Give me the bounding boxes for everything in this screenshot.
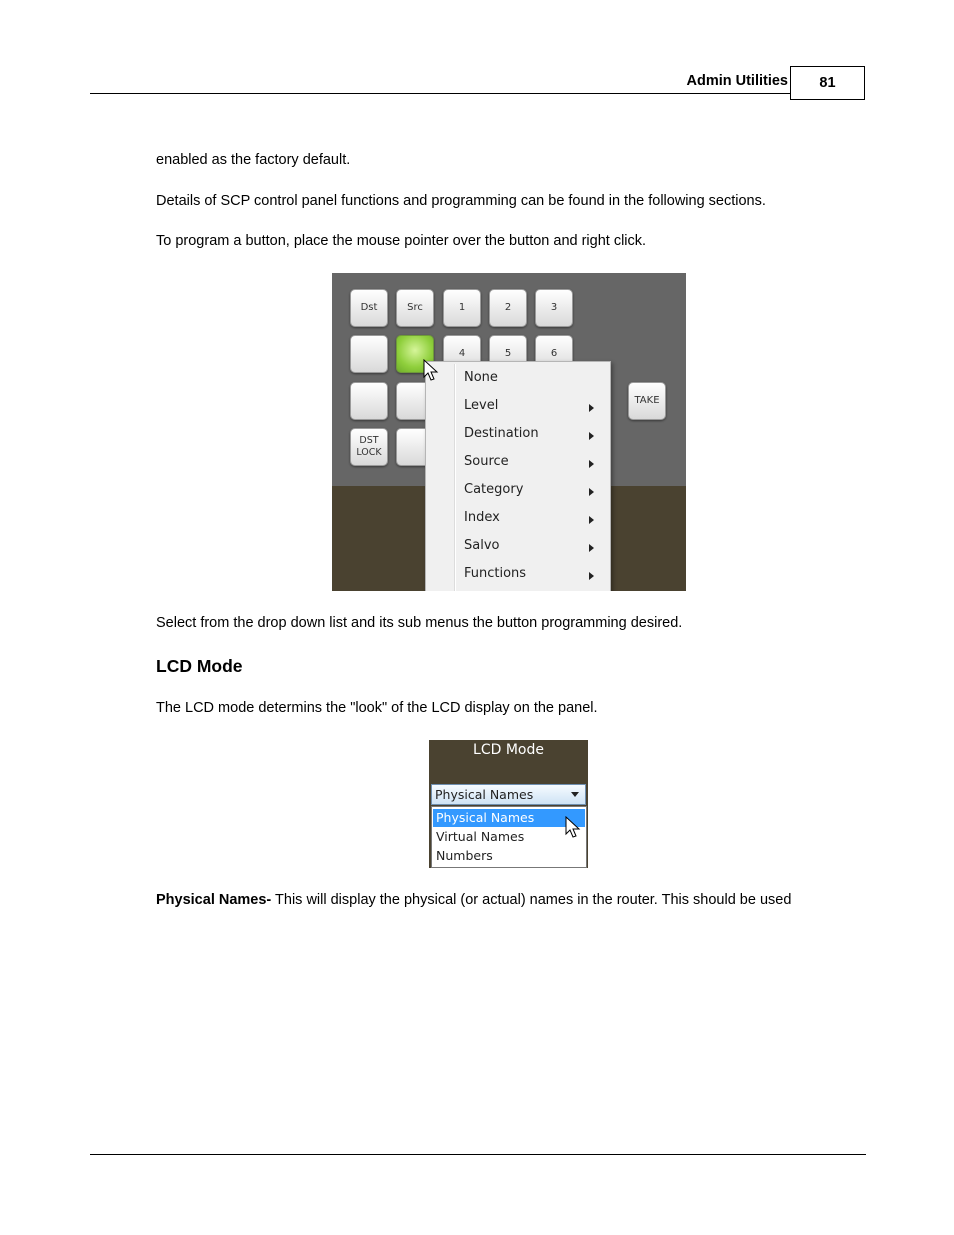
- menu-item-functions: Functions: [464, 566, 527, 581]
- submenu-arrow-icon: [589, 460, 594, 468]
- lcd-mode-combobox: [431, 784, 586, 805]
- menu-item-salvo: Salvo: [464, 538, 500, 553]
- dst-key: Dst: [350, 289, 388, 327]
- key-6: 6: [535, 335, 573, 373]
- key-2: 2: [489, 289, 527, 327]
- submenu-arrow-icon: [589, 544, 594, 552]
- footer-rule: [90, 1154, 866, 1155]
- dst-lock-line2: LOCK: [356, 447, 382, 458]
- dst-lock-line1: DST: [359, 435, 379, 446]
- section-heading-lcd-mode: LCD Mode: [156, 656, 243, 676]
- paragraph-details: Details of SCP control panel functions and programming can be found in the following sections.: [156, 193, 766, 209]
- lcd-mode-screenshot: [429, 740, 588, 868]
- dst-lock-key: [350, 428, 388, 466]
- submenu-arrow-icon: [589, 432, 594, 440]
- combobox-value: Physical Names: [435, 787, 534, 802]
- take-key: TAKE: [628, 382, 666, 420]
- menu-item-index: Index: [464, 510, 500, 525]
- paragraph-lcd-mode: The LCD mode determins the "look" of the LCD display on the panel.: [156, 700, 598, 716]
- option-physical-names: Physical Names: [433, 809, 585, 827]
- lcd-mode-title: LCD Mode: [473, 742, 544, 758]
- running-header-title: Admin Utilities: [686, 73, 788, 89]
- blank-key: [350, 335, 388, 373]
- submenu-arrow-icon: [589, 404, 594, 412]
- lcd-mode-dropdown-list: [431, 806, 587, 868]
- option-virtual-names: Virtual Names: [436, 829, 525, 844]
- paragraph-select-dropdown: Select from the drop down list and its sub menus the button programming desired.: [156, 615, 683, 631]
- submenu-arrow-icon: [589, 572, 594, 580]
- src-key: Src: [396, 289, 434, 327]
- key-5: 5: [489, 335, 527, 373]
- page-number: 81: [790, 66, 865, 100]
- paragraph-factory-default: enabled as the factory default.: [156, 152, 351, 168]
- paragraph-program-button: To program a button, place the mouse pointer over the button and right click.: [156, 233, 647, 249]
- menu-item-none: None: [464, 370, 498, 385]
- dropdown-caret-icon: [571, 792, 579, 797]
- context-menu-gutter: [454, 364, 456, 591]
- menu-item-level: Level: [464, 398, 499, 413]
- submenu-arrow-icon: [589, 516, 594, 524]
- submenu-arrow-icon: [589, 488, 594, 496]
- menu-item-destination: Destination: [464, 426, 539, 441]
- key-1: 1: [443, 289, 481, 327]
- mouse-pointer-icon: [565, 816, 581, 840]
- header-rule: [90, 93, 790, 94]
- menu-item-category: Category: [464, 482, 524, 497]
- paragraph-physical-names: [156, 891, 791, 909]
- option-numbers: Numbers: [436, 848, 493, 863]
- mouse-pointer-icon: [423, 359, 439, 383]
- key-3: 3: [535, 289, 573, 327]
- key-4: 4: [443, 335, 481, 373]
- context-menu: [425, 361, 611, 591]
- scp-panel-screenshot: [332, 273, 686, 591]
- blank-key: [350, 382, 388, 420]
- physical-names-description: This will display the physical (or actual) names in the router. This should be used: [271, 892, 792, 908]
- physical-names-term: Physical Names-: [156, 892, 272, 908]
- menu-item-source: Source: [464, 454, 509, 469]
